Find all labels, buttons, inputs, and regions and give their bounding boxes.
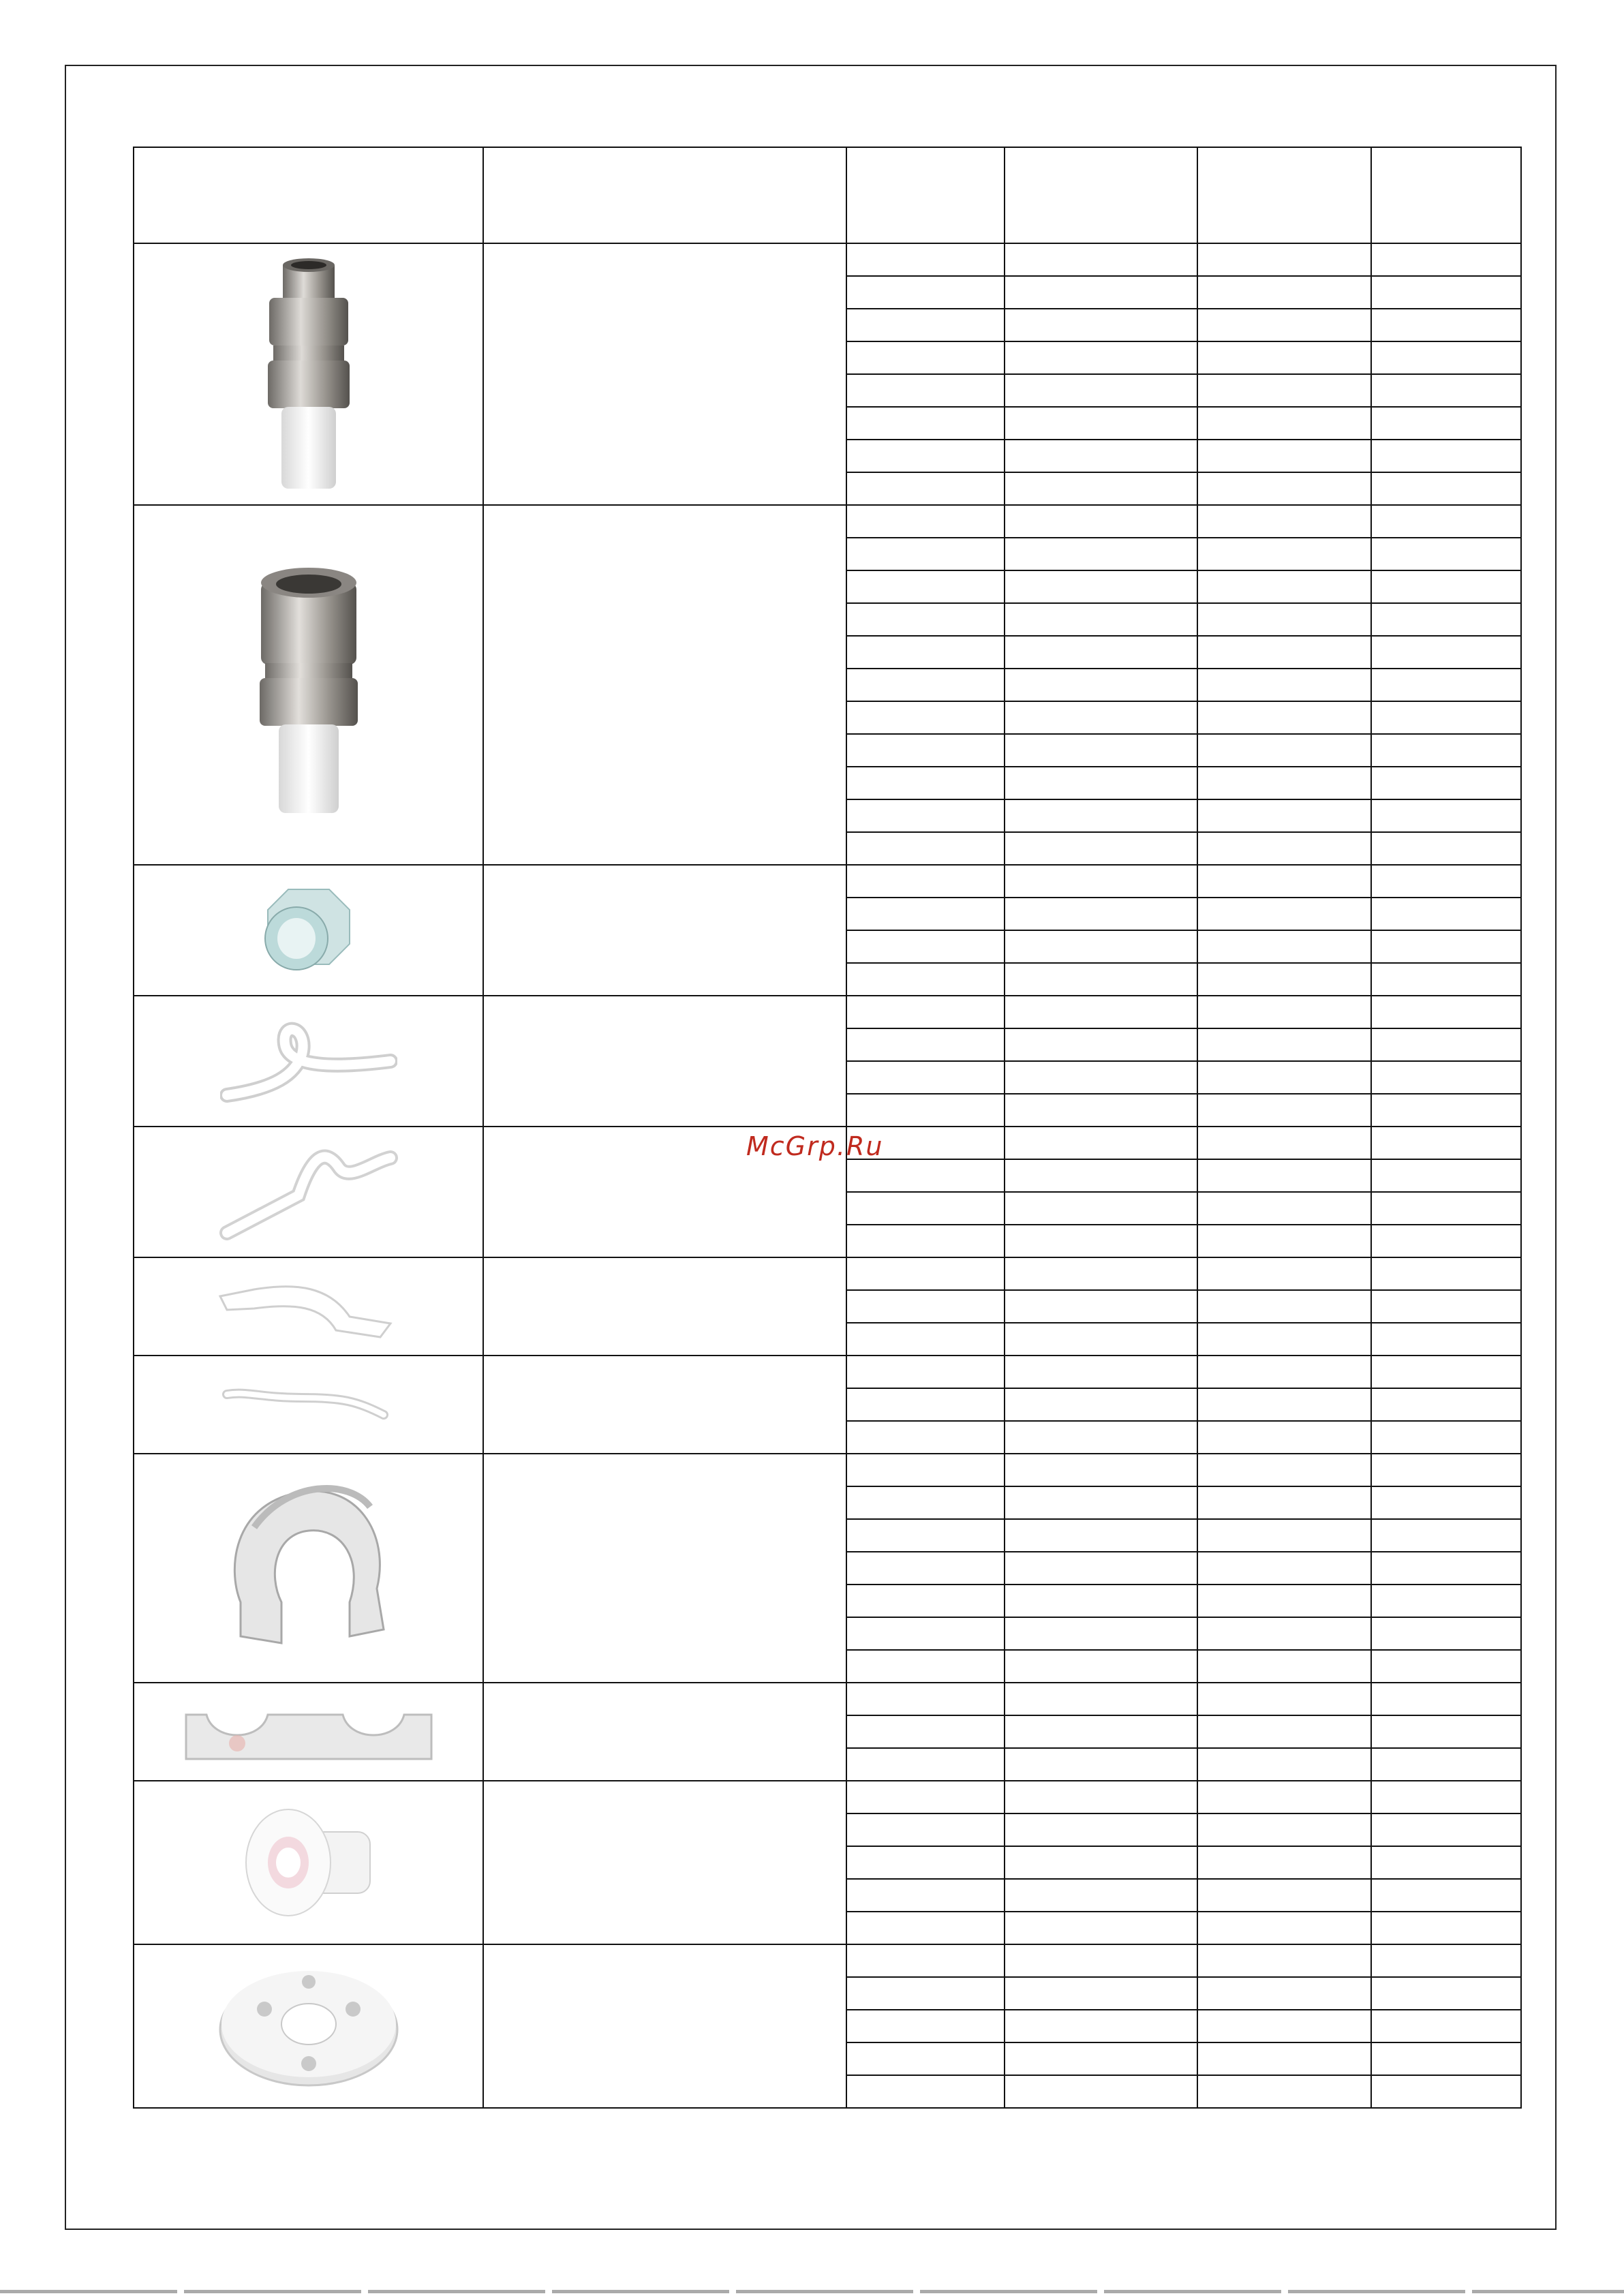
table-cell: [846, 832, 1005, 865]
table-cell: [846, 1879, 1005, 1912]
table-cell: [1371, 1356, 1521, 1388]
table-cell: [1005, 1813, 1197, 1846]
table-cell: [1371, 1454, 1521, 1486]
table-cell: [1005, 930, 1197, 963]
table-cell: [1005, 1486, 1197, 1519]
table-cell: [1197, 309, 1371, 341]
table-cell: [846, 1290, 1005, 1323]
table-cell: [1371, 276, 1521, 309]
table-cell: [846, 1388, 1005, 1421]
product-image-cell: [134, 1944, 483, 2108]
table-cell: [846, 1356, 1005, 1388]
table-cell: [1005, 832, 1197, 865]
product-description-cell: [483, 1683, 846, 1781]
table-cell: [1371, 1257, 1521, 1290]
table-cell: [1197, 930, 1371, 963]
table-cell: [1005, 603, 1197, 636]
table-cell: [1371, 1977, 1521, 2010]
table-cell: [1371, 832, 1521, 865]
table-cell: [1197, 1388, 1371, 1421]
table-cell: [1005, 1421, 1197, 1454]
table-cell: [1371, 1781, 1521, 1813]
table-cell: [1371, 2042, 1521, 2075]
header-col-5: [1197, 147, 1371, 243]
header-col-6: [1371, 147, 1521, 243]
table-cell: [1371, 1715, 1521, 1748]
table-cell: [846, 996, 1005, 1028]
table-cell: [1371, 669, 1521, 701]
table-cell: [1197, 1552, 1371, 1585]
pipe-clip-icon: [134, 1466, 482, 1670]
table-cell: [1005, 669, 1197, 701]
hex-plug-icon: [134, 883, 482, 978]
table-cell: [1005, 1683, 1197, 1715]
table-cell: [846, 341, 1005, 374]
table-cell: [1197, 1617, 1371, 1650]
table-cell: [1371, 1519, 1521, 1552]
table-cell: [1005, 1225, 1197, 1257]
table-cell: [1197, 1225, 1371, 1257]
table-cell: [1371, 1748, 1521, 1781]
table-cell: [846, 1912, 1005, 1944]
product-description-cell: [483, 1257, 846, 1356]
table-cell: [1371, 1094, 1521, 1127]
table-cell: [1005, 701, 1197, 734]
table-cell: [846, 701, 1005, 734]
loop-compensator-icon: [134, 1013, 482, 1109]
table-cell: [1371, 898, 1521, 930]
table-cell: [846, 1944, 1005, 1977]
table-cell: [1005, 1061, 1197, 1094]
table-cell: [1005, 1781, 1197, 1813]
table-row: [134, 505, 1521, 538]
table-cell: [846, 1781, 1005, 1813]
table-cell: [1005, 1094, 1197, 1127]
table-cell: [846, 570, 1005, 603]
table-cell: [1197, 1257, 1371, 1290]
table-cell: [1197, 1454, 1371, 1486]
table-cell: [1197, 701, 1371, 734]
table-cell: [1197, 1094, 1371, 1127]
table-cell: [1005, 1715, 1197, 1748]
table-cell: [1197, 374, 1371, 407]
table-cell: [1197, 1061, 1371, 1094]
table-cell: [846, 963, 1005, 996]
product-description-cell: [483, 1944, 846, 2108]
table-cell: [846, 1454, 1005, 1486]
table-cell: [846, 538, 1005, 570]
table-cell: [1371, 1388, 1521, 1421]
table-cell: [1005, 1944, 1197, 1977]
table-cell: [846, 865, 1005, 898]
table-header-row: [134, 147, 1521, 243]
table-cell: [1371, 538, 1521, 570]
table-cell: [1005, 1257, 1197, 1290]
table-cell: [1371, 1912, 1521, 1944]
table-cell: [1197, 1748, 1371, 1781]
table-cell: [1197, 243, 1371, 276]
header-name: [483, 147, 846, 243]
table-cell: [1371, 1617, 1521, 1650]
product-description-cell: [483, 505, 846, 865]
table-cell: [846, 930, 1005, 963]
header-col-3: [846, 147, 1005, 243]
table-cell: [1197, 2042, 1371, 2075]
table-cell: [1197, 767, 1371, 799]
table-cell: [1371, 1061, 1521, 1094]
table-cell: [1005, 341, 1197, 374]
table-cell: [1005, 374, 1197, 407]
product-description-cell: [483, 1356, 846, 1454]
table-cell: [1197, 996, 1371, 1028]
table-cell: [1005, 1388, 1197, 1421]
table-row: [134, 1781, 1521, 1813]
table-cell: [1371, 243, 1521, 276]
product-image-cell: [134, 1356, 483, 1454]
table-cell: [1371, 701, 1521, 734]
table-cell: [846, 636, 1005, 669]
table-cell: [1371, 1421, 1521, 1454]
table-cell: [1197, 505, 1371, 538]
table-cell: [1371, 603, 1521, 636]
table-cell: [846, 1617, 1005, 1650]
table-cell: [1005, 1323, 1197, 1356]
table-cell: [1005, 1585, 1197, 1617]
table-cell: [1005, 1454, 1197, 1486]
table-cell: [1005, 1552, 1197, 1585]
header-col-4: [1005, 147, 1197, 243]
table-cell: [846, 669, 1005, 701]
table-cell: [1005, 1290, 1197, 1323]
table-cell: [1197, 1127, 1371, 1159]
table-cell: [846, 603, 1005, 636]
table-cell: [846, 1192, 1005, 1225]
flange-ring-icon: [134, 1961, 482, 2091]
table-cell: [1197, 1290, 1371, 1323]
table-cell: [1005, 996, 1197, 1028]
table-cell: [1371, 1552, 1521, 1585]
flange-adapter-icon: [134, 1794, 482, 1931]
table-cell: [1371, 2010, 1521, 2042]
table-cell: [846, 2010, 1005, 2042]
table-cell: [1005, 1519, 1197, 1552]
table-cell: [1371, 996, 1521, 1028]
table-cell: [1197, 1486, 1371, 1519]
table-cell: [1371, 1159, 1521, 1192]
table-cell: [846, 440, 1005, 472]
table-cell: [1371, 1846, 1521, 1879]
table-cell: [846, 1323, 1005, 1356]
table-cell: [1371, 1879, 1521, 1912]
table-cell: [1371, 1323, 1521, 1356]
union-female-thread-icon: [134, 542, 482, 828]
table-cell: [1197, 603, 1371, 636]
table-cell: [846, 1225, 1005, 1257]
product-description-cell: [483, 865, 846, 996]
double-clip-icon: [134, 1694, 482, 1769]
product-table: [133, 147, 1522, 2109]
bottom-strip: [0, 2290, 1624, 2293]
table-cell: [1197, 1356, 1371, 1388]
table-cell: [1371, 570, 1521, 603]
table-cell: [1197, 1421, 1371, 1454]
table-cell: [1005, 1127, 1197, 1159]
table-cell: [846, 1683, 1005, 1715]
product-image-cell: [134, 996, 483, 1127]
table-cell: [846, 767, 1005, 799]
table-cell: [1197, 734, 1371, 767]
table-row: [134, 865, 1521, 898]
table-cell: [846, 1846, 1005, 1879]
table-cell: [1197, 2075, 1371, 2108]
table-cell: [1371, 1486, 1521, 1519]
table-cell: [1371, 636, 1521, 669]
table-cell: [1005, 2042, 1197, 2075]
table-cell: [846, 1061, 1005, 1094]
table-cell: [846, 1159, 1005, 1192]
table-row: [134, 1944, 1521, 1977]
table-cell: [846, 2042, 1005, 2075]
table-cell: [1005, 407, 1197, 440]
table-cell: [846, 1552, 1005, 1585]
union-male-thread-icon: [134, 251, 482, 497]
table-row: [134, 243, 1521, 276]
table-cell: [1197, 799, 1371, 832]
table-cell: [1197, 1846, 1371, 1879]
table-cell: [1197, 1028, 1371, 1061]
product-image-cell: [134, 505, 483, 865]
table-cell: [846, 1421, 1005, 1454]
table-cell: [1371, 1683, 1521, 1715]
table-cell: [1197, 407, 1371, 440]
table-cell: [1371, 374, 1521, 407]
table-cell: [1197, 1912, 1371, 1944]
table-cell: [1005, 767, 1197, 799]
table-cell: [1197, 538, 1371, 570]
product-image-cell: [134, 865, 483, 996]
watermark: McGrp.Ru: [746, 1131, 884, 1161]
bend-bypass-icon: [134, 1141, 482, 1243]
table-cell: [1197, 276, 1371, 309]
table-cell: [1197, 1781, 1371, 1813]
table-cell: [1005, 799, 1197, 832]
table-cell: [1371, 930, 1521, 963]
table-cell: [1197, 1650, 1371, 1683]
table-cell: [1197, 570, 1371, 603]
table-cell: [1005, 963, 1197, 996]
table-cell: [1005, 898, 1197, 930]
table-row: [134, 1257, 1521, 1290]
table-cell: [1371, 734, 1521, 767]
table-cell: [1005, 1879, 1197, 1912]
table-cell: [1005, 1356, 1197, 1388]
table-cell: [846, 472, 1005, 505]
table-cell: [1197, 1323, 1371, 1356]
table-cell: [846, 309, 1005, 341]
table-cell: [1371, 1944, 1521, 1977]
product-image-cell: [134, 1454, 483, 1683]
table-cell: [1005, 1159, 1197, 1192]
table-cell: [1197, 341, 1371, 374]
table-cell: [846, 407, 1005, 440]
table-cell: [1371, 1192, 1521, 1225]
table-cell: [846, 1094, 1005, 1127]
table-cell: [1197, 898, 1371, 930]
table-row: [134, 996, 1521, 1028]
table-cell: [1197, 440, 1371, 472]
table-cell: [1371, 341, 1521, 374]
table-cell: [1371, 865, 1521, 898]
table-cell: [1005, 1617, 1197, 1650]
table-cell: [1005, 570, 1197, 603]
product-image-cell: [134, 1127, 483, 1257]
product-description-cell: [483, 996, 846, 1127]
table-cell: [846, 1486, 1005, 1519]
table-cell: [846, 1257, 1005, 1290]
table-cell: [1005, 538, 1197, 570]
product-description-cell: [483, 1781, 846, 1944]
table-cell: [1371, 1585, 1521, 1617]
table-cell: [846, 1650, 1005, 1683]
table-cell: [1197, 832, 1371, 865]
table-cell: [1371, 1127, 1521, 1159]
table-cell: [1197, 963, 1371, 996]
product-description-cell: [483, 243, 846, 505]
table-cell: [846, 734, 1005, 767]
product-image-cell: [134, 243, 483, 505]
table-cell: [1371, 1813, 1521, 1846]
table-cell: [1005, 1650, 1197, 1683]
table-cell: [846, 898, 1005, 930]
table-cell: [1005, 1748, 1197, 1781]
table-row: [134, 1454, 1521, 1486]
table-cell: [1197, 1192, 1371, 1225]
product-image-cell: [134, 1683, 483, 1781]
table-cell: [1371, 407, 1521, 440]
table-cell: [846, 1028, 1005, 1061]
table-cell: [1371, 1290, 1521, 1323]
table-cell: [1005, 440, 1197, 472]
table-cell: [846, 799, 1005, 832]
product-image-cell: [134, 1257, 483, 1356]
table-cell: [846, 505, 1005, 538]
table-cell: [1005, 243, 1197, 276]
table-cell: [846, 243, 1005, 276]
table-cell: [1005, 1977, 1197, 2010]
table-cell: [1005, 1846, 1197, 1879]
table-cell: [1005, 734, 1197, 767]
table-cell: [1005, 1028, 1197, 1061]
table-cell: [1005, 2010, 1197, 2042]
table-cell: [846, 1585, 1005, 1617]
table-cell: [846, 374, 1005, 407]
table-cell: [1371, 505, 1521, 538]
table-row: [134, 1683, 1521, 1715]
table-cell: [1197, 2010, 1371, 2042]
product-description-cell: [483, 1454, 846, 1683]
table-cell: [1371, 1225, 1521, 1257]
header-image: [134, 147, 483, 243]
table-cell: [846, 2075, 1005, 2108]
table-cell: [1197, 1585, 1371, 1617]
table-cell: [1197, 1159, 1371, 1192]
table-cell: [1197, 472, 1371, 505]
table-cell: [1371, 2075, 1521, 2108]
table-cell: [1005, 309, 1197, 341]
table-cell: [1371, 309, 1521, 341]
table-cell: [1371, 963, 1521, 996]
short-bypass-icon: [134, 1269, 482, 1344]
table-cell: [1197, 636, 1371, 669]
long-bypass-icon: [134, 1381, 482, 1428]
table-cell: [1197, 1977, 1371, 2010]
table-cell: [1005, 2075, 1197, 2108]
table-cell: [1371, 472, 1521, 505]
table-cell: [846, 1715, 1005, 1748]
table-cell: [846, 1748, 1005, 1781]
table-cell: [846, 1519, 1005, 1552]
product-image-cell: [134, 1781, 483, 1944]
table-cell: [1197, 1519, 1371, 1552]
table-cell: [1197, 1813, 1371, 1846]
table-cell: [1197, 865, 1371, 898]
table-cell: [1005, 865, 1197, 898]
table-cell: [1197, 1683, 1371, 1715]
table-cell: [846, 1977, 1005, 2010]
table-cell: [1005, 505, 1197, 538]
table-cell: [1197, 669, 1371, 701]
table-cell: [1197, 1715, 1371, 1748]
table-cell: [846, 276, 1005, 309]
table-cell: [1371, 1650, 1521, 1683]
table-cell: [1371, 440, 1521, 472]
table-cell: [1371, 1028, 1521, 1061]
table-cell: [1005, 1192, 1197, 1225]
table-row: [134, 1356, 1521, 1388]
table-cell: [1197, 1944, 1371, 1977]
table-cell: [1005, 1912, 1197, 1944]
table-cell: [1005, 636, 1197, 669]
table-cell: [1197, 1879, 1371, 1912]
table-cell: [1371, 767, 1521, 799]
table-cell: [1005, 472, 1197, 505]
table-cell: [846, 1813, 1005, 1846]
table-cell: [1005, 276, 1197, 309]
table-cell: [1371, 799, 1521, 832]
